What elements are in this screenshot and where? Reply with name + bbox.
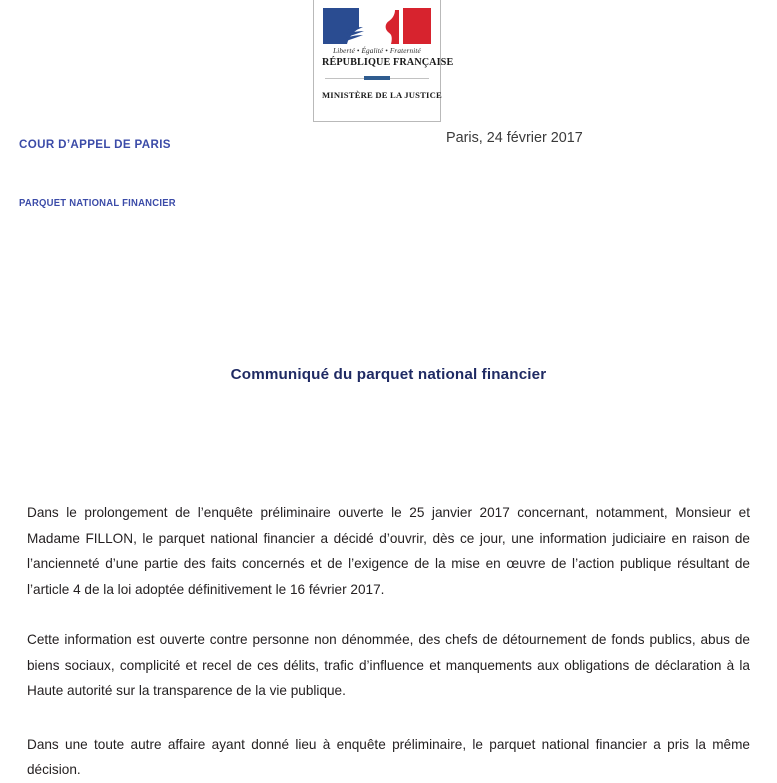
body-paragraph: Dans une toute autre affaire ayant donné lieu à enquête préliminaire, le parquet national financier a pris la même décision. [27,736,750,777]
republic-motto: Liberté • Égalité • Fraternité [333,47,421,55]
court-of-appeal-label: COUR D’APPEL DE PARIS [19,138,171,151]
body-paragraph: Dans le prolongement de l’enquête préliminaire ouverte le 25 janvier 2017 concernant, notamment, Monsieur et Madame FILLON, le parquet national financier a décidé d’ouvrir, dès ce jour, une information judiciaire en raison de l’ancienneté d’une partie des faits concernés et de l’exigence de la mise en œuvre de l’action publique résultant de l’article 4 de la loi adoptée définitivement le 16 février 2017. [27,505,750,597]
document-body [27,500,750,783]
body-paragraph: Cette information est ouverte contre personne non dénommée, des chefs de détournement de fonds publics, abus de biens sociaux, complicité et recel de ces délits, trafic d’influence et manquements aux obligations de déclaration à la Haute autorité sur la transparence de la vie publique. [27,632,750,698]
republic-name: RÉPUBLIQUE FRANÇAISE [322,57,454,68]
logo-inner [314,0,454,100]
page-title: Communiqué du parquet national financier [230,366,547,383]
parquet-national-financier-label: PARQUET NATIONAL FINANCIER [19,198,176,209]
divider-accent-bar [364,76,390,80]
ministry-name: MINISTÈRE DE LA JUSTICE [322,90,442,100]
logo-divider [325,75,429,81]
french-flag-marianne-icon [323,8,431,44]
republique-francaise-logo-frame [313,0,454,122]
document-date: Paris, 24 février 2017 [446,130,583,146]
